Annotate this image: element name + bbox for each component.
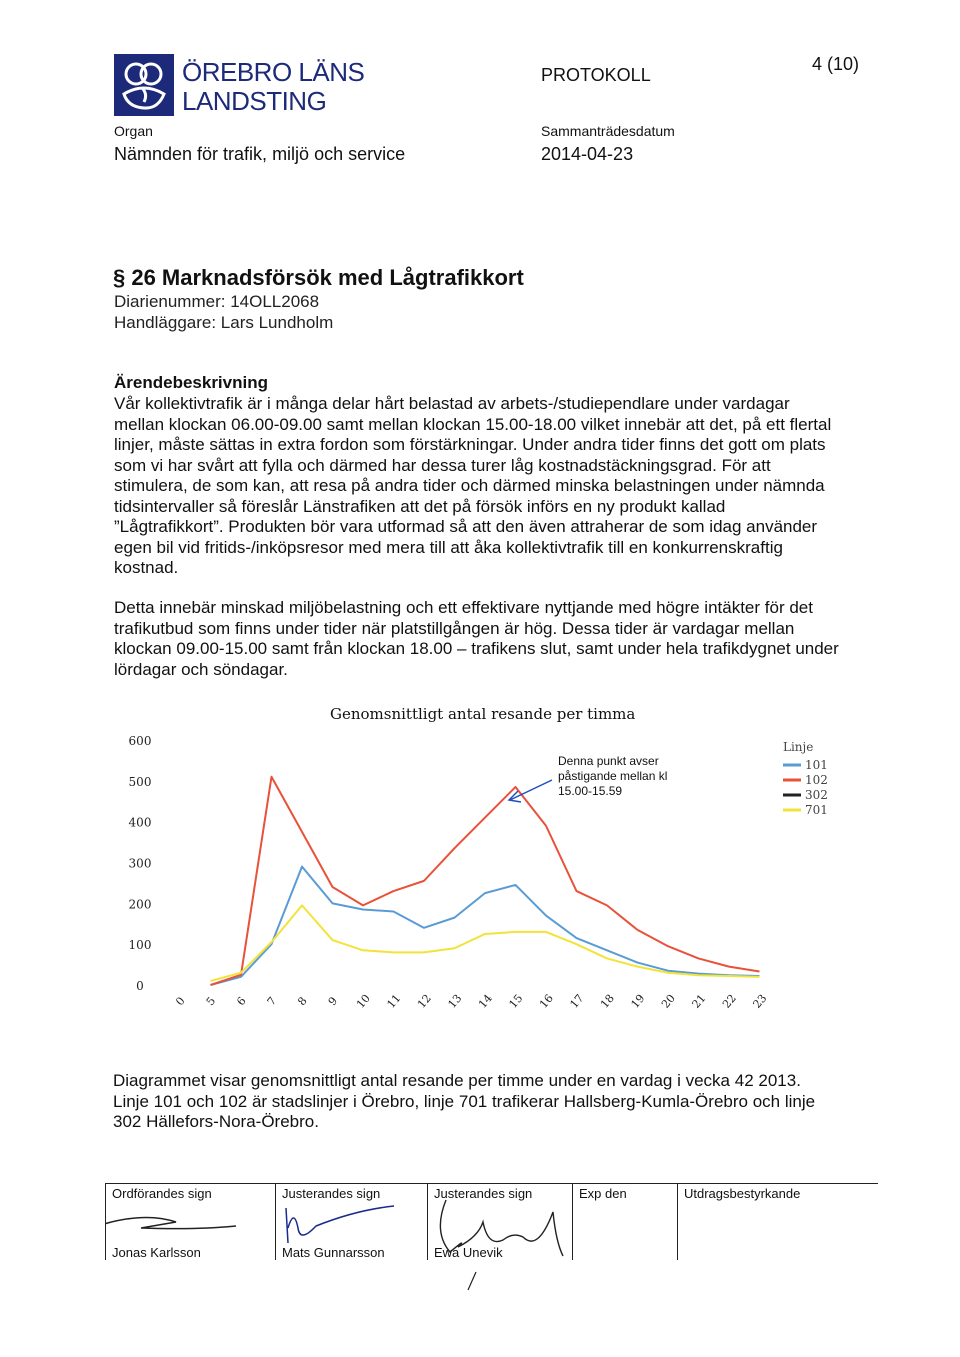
x-tick-label: 14 (475, 991, 495, 1011)
date-value: 2014-04-23 (541, 144, 634, 164)
signature-heading: Exp den (579, 1186, 627, 1201)
annotation-arrow (510, 780, 552, 800)
y-tick-label: 300 (128, 856, 152, 871)
y-tick-label: 200 (128, 897, 152, 912)
signer-name: Jonas Karlsson (112, 1245, 201, 1260)
paragraph-line: lördagar och söndagar. (114, 659, 288, 679)
legend-label: 101 (805, 758, 828, 772)
x-tick-label: 21 (689, 991, 709, 1011)
x-tick-label: 18 (597, 991, 617, 1011)
series-line-101 (211, 867, 760, 985)
x-tick-label: 8 (295, 994, 310, 1009)
caption-line: Linje 101 och 102 är stadslinjer i Örebro, linje 701 trafikerar Hallsberg-Kumla-Örebro och linje (113, 1091, 816, 1111)
signature-heading: Justerandes sign (282, 1186, 381, 1201)
signature-cell (677, 1184, 878, 1260)
y-tick-label: 100 (128, 938, 152, 953)
signer-name: Ewa Unevik (434, 1245, 503, 1260)
paragraph-line: klockan 09.00-15.00 samt från klockan 18.00 – trafikens slut, samt under hela trafikdygnet under (114, 639, 839, 658)
annotation-text: 15.00-15.59 (558, 784, 623, 798)
annotation-text: påstigande mellan kl (558, 769, 668, 783)
x-tick-label: 20 (658, 991, 678, 1011)
x-tick-label: 22 (719, 991, 739, 1011)
signature-cell (105, 1184, 276, 1260)
paragraph-line: Vår kollektivtrafik är i många delar hårt belastad av arbets-/studiependlare under vardagar (114, 394, 790, 413)
x-tick-label: 11 (384, 991, 404, 1011)
organ-value: Nämnden för trafik, miljö och service (114, 144, 406, 164)
signature-cell (572, 1184, 678, 1260)
paragraph-line: trafikutbud som finns under tider när platstillgången är hög. Dessa tider är vardagar mellan (114, 618, 795, 638)
section-title: § 26 Marknadsförsök med Lågtrafikkort (113, 265, 524, 290)
page-number: 4 (10) (812, 54, 860, 74)
signature-scribble (106, 1202, 271, 1242)
x-tick-label: 13 (445, 991, 465, 1011)
y-tick-label: 600 (128, 734, 152, 748)
y-tick-label: 500 (128, 774, 152, 789)
x-tick-label: 23 (750, 991, 770, 1011)
paragraph-line: tidsintervaller så föreslår Länstrafiken att det på försök införs en ny produkt kallad (114, 496, 726, 516)
signature-scribble (276, 1198, 426, 1248)
caption-line: Diagrammet visar genomsnittligt antal resande per timme under en vardag i vecka 42 2013. (113, 1071, 801, 1090)
paragraph-line: egen bil vid fritids-/inköpsresor med mera till att åka kollektivtrafik till en konkurrenskraftig (114, 537, 783, 557)
legend-label: 302 (805, 788, 828, 802)
doc-type: PROTOKOLL (541, 65, 651, 85)
diarienummer: Diarienummer: 14OLL2068 (114, 292, 320, 311)
chart-title: Genomsnittligt antal resande per timma (330, 705, 636, 723)
signature-scribble (428, 1192, 573, 1292)
x-tick-label: 17 (567, 991, 587, 1011)
x-tick-label: 9 (325, 994, 341, 1009)
date-label: Sammanträdesdatum (541, 123, 675, 139)
x-tick-label: 6 (234, 994, 249, 1009)
legend-label: 102 (805, 773, 828, 787)
series-line-701 (211, 905, 760, 981)
chart-caption (113, 1071, 873, 1133)
signature-heading: Ordförandes sign (112, 1186, 212, 1201)
signature-cell (275, 1184, 428, 1260)
paragraph-line: ”Lågtrafikkort”. Produkten bör vara utformad så att den även attraherar de som idag använder (114, 517, 818, 536)
paragraph-line: som vi har svårt att fylla och därmed har dessa turer låg kostnadstäckningsgrad. För att (114, 455, 771, 475)
caption-line: 302 Hällefors-Nora-Örebro. (113, 1112, 319, 1131)
section-heading: Ärendebeskrivning (114, 373, 268, 392)
y-tick-label: 0 (136, 979, 144, 993)
x-tick-label: 15 (506, 991, 526, 1011)
x-tick-label: 10 (353, 991, 373, 1011)
signature-table (105, 1183, 878, 1260)
landsting-logo (114, 54, 174, 116)
legend-label: 701 (805, 803, 828, 817)
paragraph-line: mellan klockan 06.00-09.00 samt mellan klockan 15.00-18.00 vilket innebär att det, på ett flertal (114, 414, 832, 434)
paragraph-line: linjer, måste sättas in extra fordon som förstärkningar. Under andra tider finns det gott om plats (114, 435, 826, 454)
line-chart (100, 725, 860, 1035)
x-tick-label: 16 (536, 991, 556, 1011)
signature-heading: Justerandes sign (434, 1186, 533, 1201)
signature-heading: Utdragsbestyrkande (684, 1186, 801, 1201)
annotation-text: Denna punkt avser (558, 754, 659, 768)
org-name: ÖREBRO LÄNS LANDSTING (182, 57, 365, 116)
x-tick-label: 5 (203, 994, 219, 1009)
x-tick-label: 0 (173, 994, 188, 1009)
signature-cell (427, 1184, 573, 1260)
signer-name: Mats Gunnarsson (282, 1245, 385, 1260)
organ-label: Organ (114, 123, 153, 139)
series-line-102 (211, 777, 760, 985)
handlaggare: Handläggare: Lars Lundholm (114, 313, 334, 332)
x-tick-label: 12 (414, 991, 434, 1011)
paragraph-1 (114, 394, 874, 579)
paragraph-line: Detta innebär minskad miljöbelastning och ett effektivare nyttjande med högre intäkter för det (114, 598, 813, 617)
paragraph-line: kostnad. (114, 558, 179, 577)
x-tick-label: 19 (628, 991, 648, 1011)
legend-title: Linje (783, 740, 814, 754)
paragraph-2 (114, 598, 874, 680)
y-tick-label: 400 (128, 815, 152, 830)
paragraph-line: stimulera, de som kan, att resa på andra tider och därmed minska belastningen under nämnda (114, 476, 825, 495)
x-tick-label: 7 (264, 994, 280, 1009)
